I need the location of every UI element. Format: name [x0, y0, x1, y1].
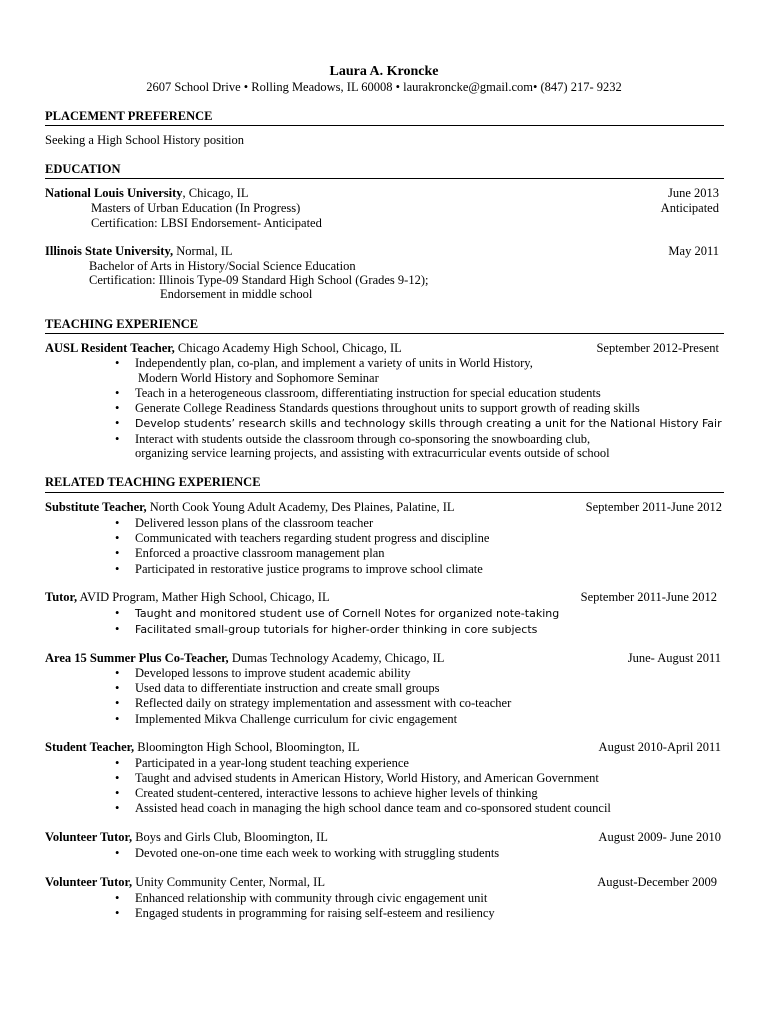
bullet-text: Assisted head coach in managing the high school dance team and co-sponsored student council	[135, 801, 611, 815]
job-place: AVID Program, Mather High School, Chicago, IL	[77, 590, 330, 604]
bullet-text: Communicated with teachers regarding student progress and discipline	[135, 531, 490, 545]
bullet-text: Reflected daily on strategy implementation and assessment with co-teacher	[135, 696, 512, 710]
ausl-date: September 2012-Present	[596, 341, 719, 355]
teaching-heading: TEACHING EXPERIENCE	[45, 317, 199, 331]
bullet-marker: •	[115, 386, 120, 400]
volunteer-tutor-entry	[45, 830, 328, 845]
isu-date: May 2011	[668, 244, 719, 258]
area15-date: June- August 2011	[627, 651, 721, 665]
bullet-marker: •	[115, 401, 120, 415]
tutor-date: September 2011-June 2012	[580, 590, 717, 604]
bullet-marker: •	[115, 562, 120, 576]
education-heading: EDUCATION	[45, 162, 121, 176]
job-place: Unity Community Center, Normal, IL	[132, 875, 325, 889]
job-place: North Cook Young Adult Academy, Des Plaines, Palatine, IL	[146, 500, 455, 514]
volunteer-tutor-entry	[45, 875, 325, 890]
bullet-marker: •	[115, 432, 120, 446]
area15-entry	[45, 651, 444, 666]
ausl-entry	[45, 341, 402, 356]
bullet-text: Delivered lesson plans of the classroom teacher	[135, 516, 374, 530]
bullet-marker: •	[115, 906, 120, 920]
isu-endorsement: Endorsement in middle school	[160, 287, 313, 301]
substitute-date: September 2011-June 2012	[585, 500, 722, 514]
bullet-text: Participated in a year-long student teaching experience	[135, 756, 409, 770]
bullet-marker: •	[115, 771, 120, 785]
nlu-date: June 2013	[667, 186, 719, 200]
job-title: Area 15 Summer Plus Co-Teacher,	[45, 651, 229, 665]
placement-heading: PLACEMENT PREFERENCE	[45, 109, 213, 123]
job-title: Substitute Teacher,	[45, 500, 147, 514]
bullet-marker: •	[115, 712, 120, 726]
bullet-marker: •	[115, 606, 120, 620]
tutor-entry	[45, 590, 330, 605]
volunteer-tutor-date: August 2009- June 2010	[598, 830, 721, 844]
related-heading: RELATED TEACHING EXPERIENCE	[45, 475, 261, 489]
bullet-text: Develop students’ research skills and technology skills through creating a unit for the National History Fair	[135, 417, 722, 430]
bullet-text: Teach in a heterogeneous classroom, differentiating instruction for special education students	[135, 386, 601, 400]
volunteer-tutor-date: August-December 2009	[597, 875, 717, 889]
bullet-text: Used data to differentiate instruction and create small groups	[135, 681, 440, 695]
section-divider	[45, 333, 724, 334]
bullet-text: Enhanced relationship with community through civic engagement unit	[135, 891, 488, 905]
bullet-marker: •	[115, 666, 120, 680]
isu-entry	[45, 244, 233, 259]
isu-degree: Bachelor of Arts in History/Social Science Education	[89, 259, 356, 273]
job-place: Dumas Technology Academy, Chicago, IL	[228, 651, 445, 665]
applicant-name: Laura A. Kroncke	[329, 64, 439, 79]
nlu-degree: Masters of Urban Education (In Progress)	[91, 201, 301, 215]
nlu-certification: Certification: LBSI Endorsement- Anticipated	[91, 216, 322, 230]
bullet-text: Generate College Readiness Standards questions throughout units to support growth of reading skills	[135, 401, 640, 415]
bullet-text: Participated in restorative justice programs to improve school climate	[135, 562, 483, 576]
section-divider	[45, 178, 724, 179]
nlu-date-status: Anticipated	[660, 201, 719, 215]
bullet-marker: •	[115, 416, 120, 430]
bullet-text: Devoted one-on-one time each week to working with struggling students	[135, 846, 500, 860]
bullet-marker: •	[115, 516, 120, 530]
bullet-text-continued: Modern World History and Sophomore Seminar	[138, 371, 379, 385]
section-divider	[45, 492, 724, 493]
bullet-marker: •	[115, 546, 120, 560]
job-place: Chicago Academy High School, Chicago, IL	[174, 341, 402, 355]
bullet-text-continued: organizing service learning projects, and assisting with extracurricular events outside of school	[135, 446, 610, 460]
bullet-text: Engaged students in programming for raising self-esteem and resiliency	[135, 906, 495, 920]
section-divider	[45, 125, 724, 126]
substitute-entry	[45, 500, 455, 515]
bullet-text: Interact with students outside the classroom through co-sponsoring the snowboarding club,	[135, 432, 591, 446]
isu-certification: Certification: Illinois Type-09 Standard High School (Grades 9-12);	[89, 273, 429, 287]
bullet-text: Facilitated small-group tutorials for higher-order thinking in core subjects	[135, 623, 538, 636]
bullet-text: Implemented Mikva Challenge curriculum for civic engagement	[135, 712, 458, 726]
placement-text: Seeking a High School History position	[45, 133, 244, 147]
bullet-text: Independently plan, co-plan, and implement a variety of units in World History,	[135, 356, 533, 370]
bullet-marker: •	[115, 846, 120, 860]
bullet-text: Taught and monitored student use of Cornell Notes for organized note-taking	[135, 607, 560, 620]
bullet-marker: •	[115, 801, 120, 815]
job-place: Boys and Girls Club, Bloomington, IL	[132, 830, 328, 844]
contact-line: 2607 School Drive • Rolling Meadows, IL 60008 • laurakroncke@gmail.com• (847) 217- 9232	[146, 80, 622, 94]
job-title: Volunteer Tutor,	[45, 875, 133, 889]
nlu-entry	[45, 186, 248, 201]
bullet-marker: •	[115, 696, 120, 710]
bullet-marker: •	[115, 531, 120, 545]
bullet-marker: •	[115, 756, 120, 770]
bullet-text: Enforced a proactive classroom management plan	[135, 546, 385, 560]
bullet-marker: •	[115, 891, 120, 905]
job-title: AUSL Resident Teacher,	[45, 341, 175, 355]
bullet-marker: •	[115, 681, 120, 695]
bullet-text: Created student-centered, interactive lessons to achieve higher levels of thinking	[135, 786, 538, 800]
student-teacher-date: August 2010-April 2011	[598, 740, 721, 754]
bullet-marker: •	[115, 356, 120, 370]
job-title: Tutor,	[45, 590, 78, 604]
school-location: Normal, IL	[173, 244, 233, 258]
school-location: , Chicago, IL	[182, 186, 249, 200]
job-title: Student Teacher,	[45, 740, 135, 754]
job-place: Bloomington High School, Bloomington, IL	[134, 740, 360, 754]
school-name: Illinois State University,	[45, 244, 174, 258]
bullet-marker: •	[115, 622, 120, 636]
bullet-text: Developed lessons to improve student academic ability	[135, 666, 411, 680]
bullet-marker: •	[115, 786, 120, 800]
bullet-text: Taught and advised students in American History, World History, and American Government	[135, 771, 599, 785]
school-name: National Louis University	[45, 186, 183, 200]
student-teacher-entry	[45, 740, 360, 755]
job-title: Volunteer Tutor,	[45, 830, 133, 844]
